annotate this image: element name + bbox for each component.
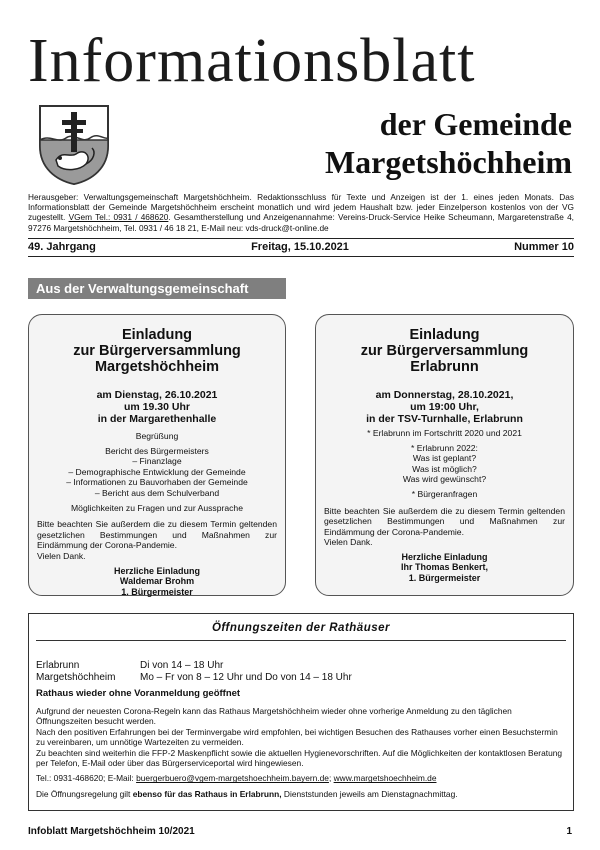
invitation-agenda: [29, 431, 285, 513]
signature-line: Herzliche Einladung: [401, 551, 488, 562]
invitation-title-line: zur Bürgerversammlung: [360, 343, 529, 359]
invitation-thanks: Vielen Dank.: [37, 550, 86, 561]
invitation-title-line: zur Bürgerversammlung: [73, 343, 241, 359]
opening-hours-heading: Rathaus wieder ohne Voranmeldung geöffnet: [36, 688, 241, 699]
invitation-box-margetshoechheim: [28, 314, 286, 596]
contact-web-link[interactable]: www.margetshoechheim.de: [333, 773, 437, 784]
agenda-item: Was wird gewünscht?: [402, 474, 487, 485]
hours-time: Mo – Fr von 8 – 12 Uhr und Do von 14 – 18 Uhr: [140, 672, 352, 683]
hours-row-margetshoechheim: [36, 672, 352, 684]
opening-hours-title: Öffnungszeiten der Rathäuser: [211, 622, 390, 634]
masthead-subtitle-line2: Margetshöchheim: [324, 144, 572, 180]
invitation-signature: [29, 566, 285, 598]
invitation-agenda: [316, 428, 573, 500]
agenda-item: Begrüßung: [135, 431, 179, 441]
opening-hours-paragraph: Zu beachten sind weiterhin die FFP-2 Maskenpflicht sowie die aktuellen Hygienevorschriften. Auf die Möglichkeiten der kontaktlosen Beratung per Telefon, E-Mail oder über das Bürgerserviceportal wird hingewiesen.: [36, 747, 563, 769]
invitation-title-line: Einladung: [409, 327, 480, 343]
invitation-when: [29, 389, 285, 425]
signature-line: 1. Bürgermeister: [408, 572, 481, 583]
footer-title: Infoblatt Margetshöchheim 10/2021: [28, 826, 195, 837]
invitation-when: [316, 389, 573, 425]
hours-time: Di von 14 – 18 Uhr: [140, 660, 224, 671]
opening-hours-contact: [36, 773, 566, 783]
invitation-note: Bitte beachten Sie außerdem die zu diesem Termin geltenden gesetzlichen Bestimmungen und Maßnahmen zur Eindämmung der Corona-Pandemie.: [37, 519, 277, 551]
header-rule-top: [28, 238, 574, 239]
agenda-item: Bericht des Bürgermeisters: [105, 445, 209, 456]
hours-place: Margetshöchheim: [36, 672, 116, 683]
signature-line: Waldemar Brohm: [119, 576, 195, 587]
closing-text-bold: ebenso für das Rathaus in Erlabrunn,: [132, 788, 282, 799]
hours-row-erlabrunn: [36, 660, 223, 672]
invitation-title-line: Margetshöchheim: [94, 359, 220, 375]
publisher-text-a: Herausgeber: Verwaltungsgemeinschaft Margetshöchheim. Redaktionsschluss für Texte und Anzeigen ist der 1. eines jeden Monats. Das Informationsblatt der Gemeinde Margetshöchheim erscheint monatlich und wird jedem Haushalt bzw. jeder Einzelperson kostenlos von der VG zugestellt.: [28, 192, 574, 223]
opening-hours-closing: [36, 789, 566, 799]
contact-tel: Tel.: 0931-468620; E-Mail:: [36, 773, 137, 784]
invitation-signature: [316, 552, 573, 584]
opening-hours-rule: [36, 640, 566, 641]
invitation-when-line: um 19:00 Uhr,: [410, 401, 479, 413]
invitation-title-line: Erlabrunn: [410, 359, 479, 375]
invitation-note: Bitte beachten Sie außerdem die zu diesem Termin geltenden gesetzlichen Bestimmungen und Maßnahmen zur Eindämmung der Corona-Pandemie.: [324, 505, 565, 537]
opening-hours-paragraph: Aufgrund der neuesten Corona-Regeln kann das Rathaus Margetshöchheim wieder ohne vorherige Anmeldung zu den täglichen Öffnungszeiten besucht werden.: [36, 706, 512, 727]
invitation-when-line: in der Margarethenhalle: [97, 413, 217, 425]
invitation-title: [316, 327, 573, 375]
invitation-thanks: Vielen Dank.: [324, 537, 373, 548]
coat-of-arms-icon: [36, 102, 112, 186]
agenda-item: * Erlabrunn 2022:: [411, 442, 478, 453]
agenda-item: * Erlabrunn im Fortschritt 2020 und 2021: [367, 428, 522, 438]
masthead-title: Informationsblatt: [28, 27, 476, 95]
signature-line: Ihr Thomas Benkert,: [400, 562, 489, 573]
publisher-text-b: . Gesamtherstellung und Anzeigenannahme: Vereins-Druck-Service Heike Scheumann, Margaretenstraße 4, 97276 Margetshöchheim, Tel. 0931 / 46 18 21, E-Mail neu: vds-druck@t-online.de: [28, 212, 574, 233]
issue-number: Nummer 10: [514, 241, 574, 253]
issue-jahrgang: 49. Jahrgang: [28, 241, 96, 253]
footer-page-number: 1: [566, 826, 572, 837]
agenda-item: Was ist geplant?: [412, 453, 477, 464]
agenda-item: – Informationen zu Bauvorhaben der Gemeinde: [66, 477, 248, 488]
agenda-item: – Finanzlage: [132, 456, 182, 467]
invitation-box-erlabrunn: [315, 314, 574, 596]
signature-line: 1. Bürgermeister: [121, 586, 193, 597]
contact-separator: ;: [328, 773, 334, 784]
section-heading: Aus der Verwaltungsgemeinschaft: [28, 278, 286, 299]
invitation-when-line: in der TSV-Turnhalle, Erlabrunn: [366, 413, 523, 425]
agenda-item: – Bericht aus dem Schulverband: [94, 487, 220, 498]
agenda-item: Was ist möglich?: [412, 463, 477, 474]
issue-date: Freitag, 15.10.2021: [251, 241, 349, 253]
opening-hours-body: [36, 706, 566, 799]
invitation-title-line: Einladung: [121, 327, 193, 343]
invitation-when-line: am Donnerstag, 28.10.2021,: [375, 389, 514, 401]
masthead-subtitle-line1: der Gemeinde: [379, 106, 572, 142]
invitation-title: [29, 327, 285, 375]
agenda-item: * Bürgeranfragen: [411, 488, 478, 499]
invitation-when-line: am Dienstag, 26.10.2021: [96, 389, 218, 401]
publisher-info: [28, 192, 574, 233]
closing-text-b: Dienststunden jeweils am Dienstagnachmittag.: [281, 788, 458, 799]
header-rule-bottom: [28, 256, 574, 257]
hours-place: Erlabrunn: [36, 660, 80, 671]
contact-email-link[interactable]: buergerbuero@vgem-margetshoechheim.bayern.de: [136, 773, 329, 784]
publisher-phone-link[interactable]: VGem Tel.: 0931 / 468620: [68, 212, 169, 223]
agenda-item: – Demographische Entwicklung der Gemeinde: [68, 466, 246, 477]
agenda-item: Möglichkeiten zu Fragen und zur Aussprache: [71, 502, 243, 513]
closing-text-a: Die Öffnungsregelung gilt: [36, 788, 133, 799]
signature-line: Herzliche Einladung: [113, 565, 200, 576]
invitation-when-line: um 19.30 Uhr: [124, 401, 190, 413]
opening-hours-paragraph: Nach den positiven Erfahrungen bei der Terminvergabe wird empfohlen, bei wichtigen Besuchen des Rathauses vorher einen Besuchstermin zu vereinbaren, um unnötige Wartezeiten zu vermeiden.: [36, 726, 558, 748]
